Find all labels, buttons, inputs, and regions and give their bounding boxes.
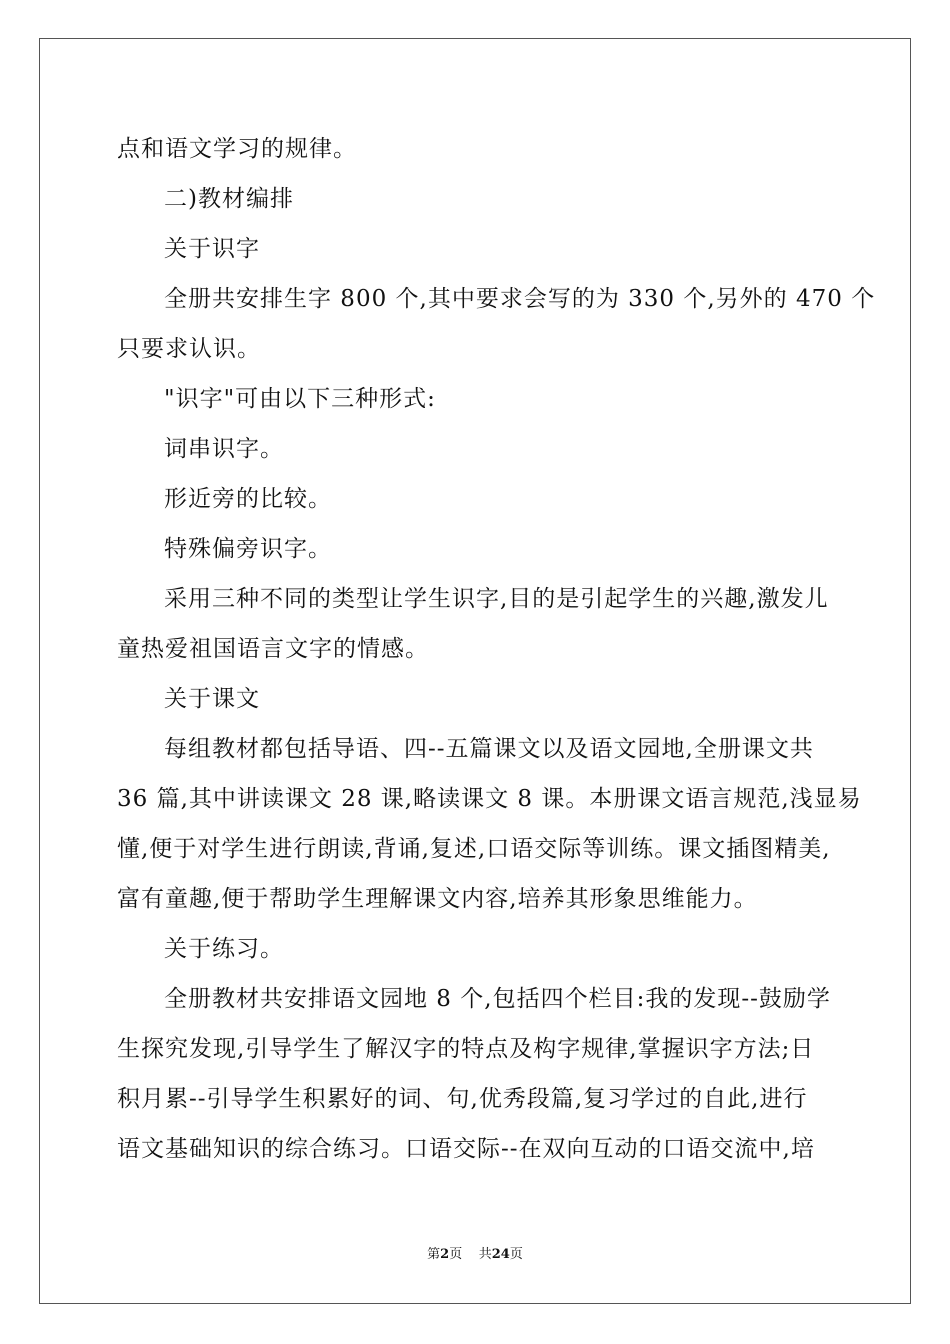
current-page-number: 2 <box>440 1247 450 1262</box>
text-line-1: 点和语文学习的规律。 <box>117 136 357 162</box>
text-line-17: 关于练习。 <box>164 936 284 962</box>
text-line-16: 富有童趣,便于帮助学生理解课文内容,培养其形象思维能力。 <box>117 886 758 912</box>
footer-total-prefix: 共 <box>478 1247 492 1262</box>
text-line-18: 全册教材共安排语文园地 8 个,包括四个栏目:我的发现--鼓励学 <box>164 986 831 1012</box>
text-line-21: 语文基础知识的综合练习。口语交际--在双向互动的口语交流中,培 <box>117 1136 815 1162</box>
text-line-6: "识字"可由以下三种形式: <box>164 386 436 412</box>
text-line-3: 关于识字 <box>164 236 260 262</box>
text-line-15: 懂,便于对学生进行朗读,背诵,复述,口语交际等训练。课文插图精美, <box>117 836 831 862</box>
page-footer <box>0 1245 950 1265</box>
footer-total-suffix: 页 <box>509 1247 523 1262</box>
text-line-19: 生探究发现,引导学生了解汉字的特点及构字规律,掌握识字方法;日 <box>117 1036 815 1062</box>
text-line-14: 36 篇,其中讲读课文 28 课,略读课文 8 课。本册课文语言规范,浅显易 <box>117 786 862 812</box>
text-line-12: 关于课文 <box>164 686 260 712</box>
document-body <box>117 124 876 1174</box>
text-line-10: 采用三种不同的类型让学生识字,目的是引起学生的兴趣,激发儿 <box>164 586 829 612</box>
text-line-8: 形近旁的比较。 <box>164 486 332 512</box>
footer-page-suffix: 页 <box>449 1247 463 1262</box>
total-page-count: 24 <box>491 1247 510 1262</box>
text-line-4: 全册共安排生字 800 个,其中要求会写的为 330 个,另外的 470 个 <box>164 286 876 312</box>
text-line-7: 词串识字。 <box>164 436 284 462</box>
text-line-13: 每组教材都包括导语、四--五篇课文以及语文园地,全册课文共 <box>164 736 814 762</box>
text-line-9: 特殊偏旁识字。 <box>164 536 332 562</box>
text-line-11: 童热爱祖国语言文字的情感。 <box>117 636 429 662</box>
text-line-5: 只要求认识。 <box>117 336 261 362</box>
text-line-2: 二)教材编排 <box>164 186 294 212</box>
footer-prefix: 第 <box>427 1247 441 1262</box>
text-line-20: 积月累--引导学生积累好的词、句,优秀段篇,复习学过的自此,进行 <box>117 1086 808 1112</box>
